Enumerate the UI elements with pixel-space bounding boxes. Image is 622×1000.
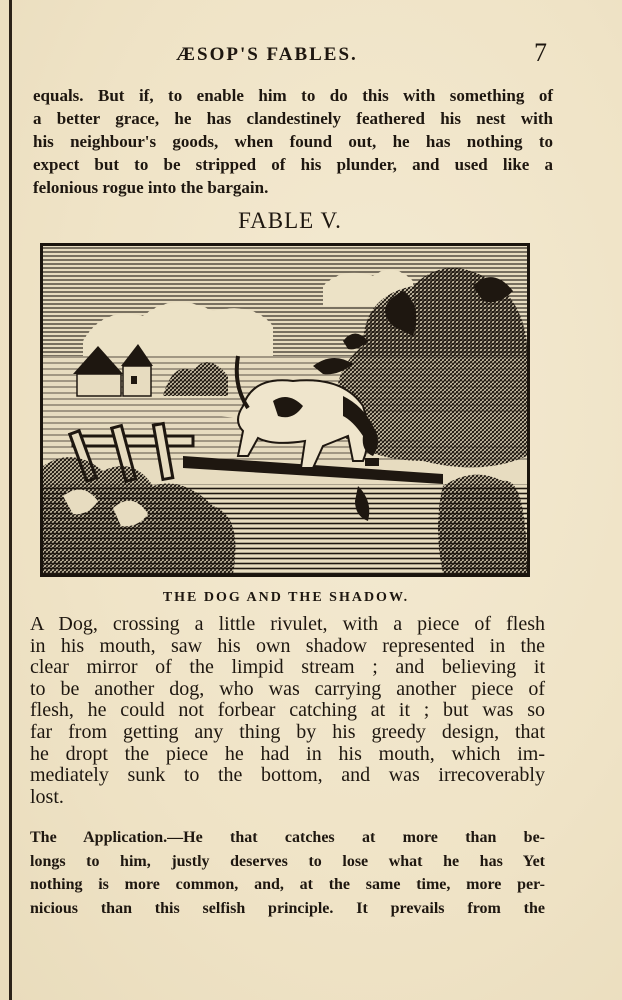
text-line: he dropt the piece he had in his mouth, which im- — [30, 742, 545, 765]
application-text — [30, 826, 545, 920]
text-line: nothing is more common, and, at the same time, more per- — [30, 876, 545, 893]
text-line: in his mouth, saw his own shadow represented in the — [30, 634, 545, 657]
meat — [365, 458, 379, 466]
text-line: equals. But if, to enable him to do this with something of — [33, 86, 553, 105]
text-line: The Application.—He that catches at more than be- — [30, 829, 545, 846]
text-line: mediately sunk to the bottom, and was irrecoverably — [30, 764, 545, 787]
top-paragraph — [33, 84, 553, 199]
page-number: 7 — [534, 38, 547, 67]
text-line: flesh, he could not forbear catching at it ; but was so — [30, 699, 545, 722]
text-line: his neighbour's goods, when found out, he has nothing to — [33, 132, 553, 151]
illustration-caption: THE DOG AND THE SHADOW. — [162, 590, 410, 605]
dog-and-shadow-engraving — [43, 246, 527, 574]
text-line: clear mirror of the limpid stream ; and believing it — [30, 656, 545, 679]
text-line: a better grace, he has clandestinely feathered his nest with — [33, 109, 553, 128]
text-line: felonious rogue into the bargain. — [33, 178, 269, 197]
page-edge-rule — [9, 0, 12, 1000]
text-line: longs to him, justly deserves to lose what he has Yet — [30, 852, 545, 870]
text-line: lost. — [30, 785, 64, 808]
text-line: A Dog, crossing a little rivulet, with a piece of flesh — [30, 613, 545, 635]
foreground-reeds — [438, 475, 527, 574]
text-line: far from getting any thing by his greedy design, that — [30, 720, 545, 743]
woodcut-illustration — [40, 243, 530, 577]
fable-title: FABLE V. — [238, 208, 342, 233]
text-line: to be another dog, who was carrying another piece of — [30, 677, 545, 700]
text-line: expect but to be stripped of his plunder, and used like a — [33, 155, 553, 174]
running-head: ÆSOP'S FABLES. — [176, 44, 358, 65]
fable-text — [30, 614, 545, 808]
text-line: nicious than this selfish principle. It prevails from the — [30, 899, 545, 917]
